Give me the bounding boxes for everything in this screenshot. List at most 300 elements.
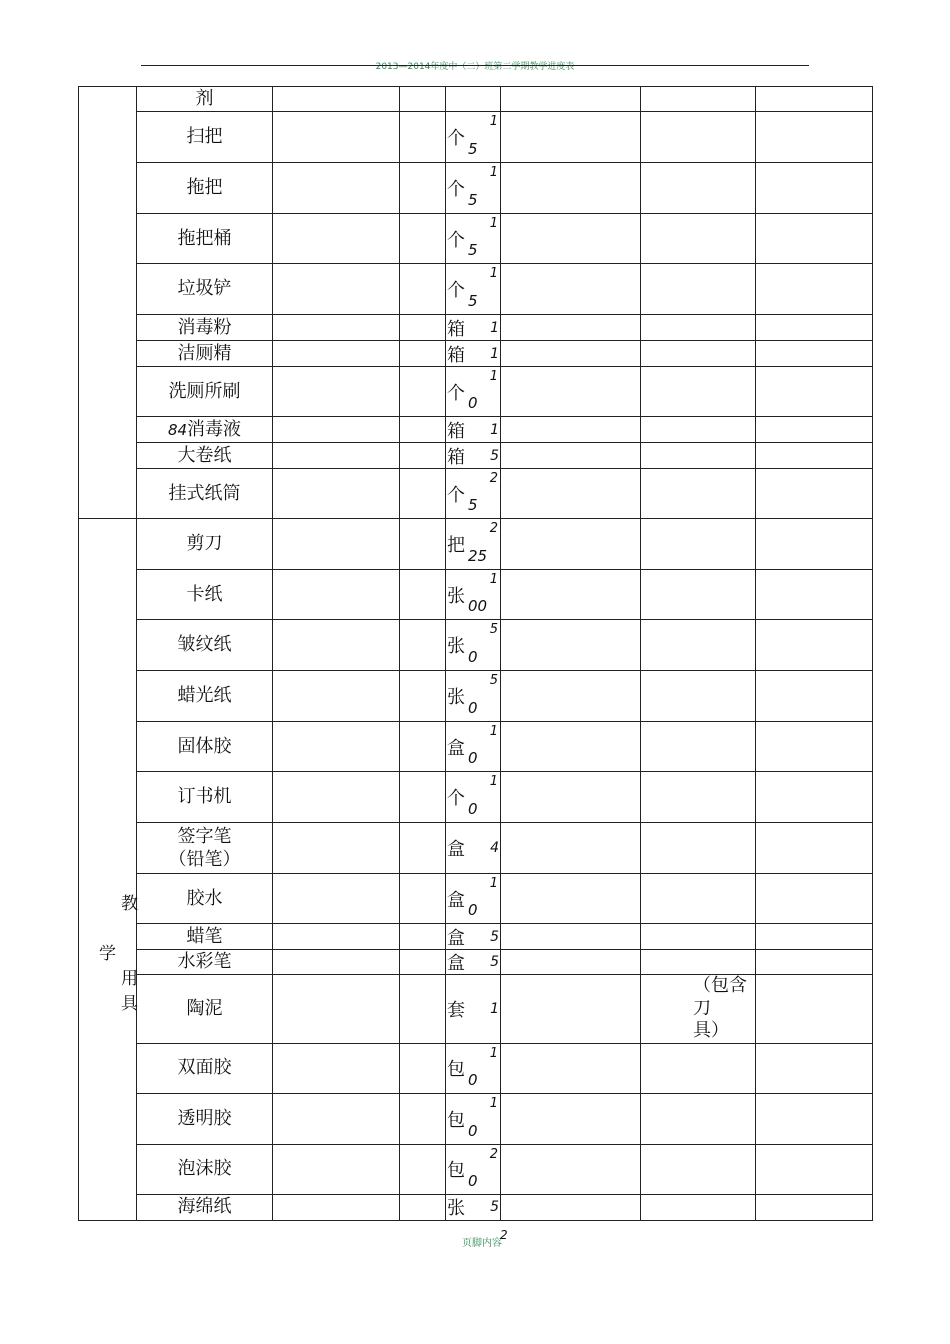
item-name-cell bbox=[137, 112, 273, 163]
remark-cell bbox=[756, 417, 873, 443]
blank-cell bbox=[400, 671, 446, 722]
unit-text: 个 bbox=[447, 280, 465, 301]
remark-cell bbox=[756, 874, 873, 924]
remark-cell bbox=[756, 519, 873, 570]
item-name-cell bbox=[137, 214, 273, 264]
item-name: 固体胶 bbox=[177, 735, 232, 757]
item-name-cell bbox=[137, 87, 273, 112]
table-row bbox=[79, 1043, 873, 1093]
note-cell bbox=[641, 417, 756, 443]
spec-cell bbox=[273, 417, 400, 443]
qty-digit-bottom: 5 bbox=[468, 241, 478, 259]
note-cell bbox=[641, 443, 756, 469]
note-cell bbox=[641, 367, 756, 417]
category-label: 学 bbox=[99, 944, 116, 964]
unit-qty-cell bbox=[446, 264, 501, 315]
item-name-cell bbox=[137, 443, 273, 469]
unit-text: 个 bbox=[447, 484, 465, 506]
note-cell bbox=[641, 87, 756, 112]
spec-cell bbox=[273, 443, 400, 469]
price-cell bbox=[501, 163, 641, 214]
qty-digit: 1 bbox=[490, 345, 499, 362]
price-cell bbox=[501, 443, 641, 469]
remark-cell bbox=[756, 112, 873, 163]
qty-digit-bottom: 00 bbox=[468, 597, 488, 615]
note-cell bbox=[641, 570, 756, 620]
qty-digit-top: 1 bbox=[489, 114, 498, 129]
qty-digit-bottom: 0 bbox=[468, 1070, 478, 1089]
note-cell bbox=[641, 722, 756, 772]
qty-digit: 5 bbox=[490, 954, 499, 970]
unit-text: 张 bbox=[447, 687, 465, 708]
blank-cell bbox=[400, 874, 446, 924]
spec-cell bbox=[273, 772, 400, 823]
table-row bbox=[79, 975, 873, 1044]
unit-text: 箱 bbox=[447, 420, 465, 442]
blank-cell bbox=[400, 950, 446, 975]
item-name-line2: （铅笔） bbox=[168, 849, 241, 870]
unit-text: 张 bbox=[447, 585, 465, 607]
category-cell bbox=[79, 519, 137, 1221]
unit-text: 包 bbox=[447, 1160, 465, 1181]
item-name: 洗厕所刷 bbox=[168, 380, 241, 402]
footer-text: 页脚内容 bbox=[462, 1238, 502, 1249]
unit-text: 个 bbox=[447, 128, 465, 149]
unit-qty-cell bbox=[446, 469, 501, 519]
item-name: 订书机 bbox=[177, 786, 232, 808]
qty-digit: 1 bbox=[490, 421, 499, 438]
table-row bbox=[79, 443, 873, 469]
spec-cell bbox=[273, 87, 400, 112]
unit-text: 包 bbox=[447, 1059, 465, 1080]
remark-cell bbox=[756, 620, 873, 671]
item-name-cell bbox=[137, 570, 273, 620]
qty-digit-top: 1 bbox=[489, 774, 498, 789]
note-cell bbox=[641, 874, 756, 924]
unit-text: 个 bbox=[447, 382, 465, 404]
price-cell bbox=[501, 772, 641, 823]
price-cell bbox=[501, 1093, 641, 1144]
unit-qty-cell bbox=[446, 823, 501, 874]
remark-cell bbox=[756, 87, 873, 112]
item-name: 拖把 bbox=[186, 177, 223, 199]
qty-digit: 1 bbox=[490, 1000, 499, 1017]
item-name-cell bbox=[137, 163, 273, 214]
table-row bbox=[79, 924, 873, 950]
unit-text: 盒 bbox=[447, 839, 465, 860]
item-name: 挂式纸筒 bbox=[168, 482, 241, 504]
table-row bbox=[79, 264, 873, 315]
blank-cell bbox=[400, 975, 446, 1044]
unit-text: 盒 bbox=[447, 737, 465, 759]
unit-qty-cell bbox=[446, 87, 501, 112]
unit-text: 个 bbox=[447, 788, 465, 809]
remark-cell bbox=[756, 1043, 873, 1093]
note-cell bbox=[641, 264, 756, 315]
spec-cell bbox=[273, 620, 400, 671]
table-row bbox=[79, 163, 873, 214]
item-name-cell bbox=[137, 772, 273, 823]
qty-digit-top: 1 bbox=[489, 369, 498, 384]
remark-cell bbox=[756, 264, 873, 315]
blank-cell bbox=[400, 519, 446, 570]
unit-qty-cell bbox=[446, 772, 501, 823]
category-label: 用 bbox=[121, 969, 138, 989]
price-cell bbox=[501, 1144, 641, 1194]
item-name-cell bbox=[137, 315, 273, 341]
note-cell bbox=[641, 214, 756, 264]
qty-digit-top: 1 bbox=[489, 572, 498, 587]
price-cell bbox=[501, 874, 641, 924]
qty-digit-bottom: 0 bbox=[468, 1121, 478, 1140]
price-cell bbox=[501, 519, 641, 570]
price-cell bbox=[501, 1194, 641, 1220]
price-cell bbox=[501, 924, 641, 950]
note-cell bbox=[641, 469, 756, 519]
remark-cell bbox=[756, 163, 873, 214]
price-cell bbox=[501, 950, 641, 975]
unit-qty-cell bbox=[446, 1194, 501, 1220]
item-name: 剪刀 bbox=[186, 533, 223, 555]
item-name-cell bbox=[137, 417, 273, 443]
item-name-cell bbox=[137, 341, 273, 367]
unit-qty-cell bbox=[446, 417, 501, 443]
price-cell bbox=[501, 417, 641, 443]
item-name-cell bbox=[137, 264, 273, 315]
unit-qty-cell bbox=[446, 924, 501, 950]
unit-qty-cell bbox=[446, 443, 501, 469]
blank-cell bbox=[400, 469, 446, 519]
remark-cell bbox=[756, 1144, 873, 1194]
unit-qty-cell bbox=[446, 1093, 501, 1144]
table-row bbox=[79, 1194, 873, 1220]
remark-cell bbox=[756, 772, 873, 823]
remark-cell bbox=[756, 924, 873, 950]
table-row bbox=[79, 417, 873, 443]
blank-cell bbox=[400, 163, 446, 214]
qty-digit-top: 1 bbox=[489, 876, 498, 891]
price-cell bbox=[501, 315, 641, 341]
qty-digit-bottom: 0 bbox=[468, 699, 478, 717]
footer-page-number: 2 bbox=[500, 1228, 508, 1242]
blank-cell bbox=[400, 417, 446, 443]
item-name-prefix: 84 bbox=[167, 420, 188, 439]
item-name-cell bbox=[137, 620, 273, 671]
item-name: 胶水 bbox=[186, 887, 223, 909]
spec-cell bbox=[273, 924, 400, 950]
item-name: 蜡笔 bbox=[186, 925, 223, 947]
note-cell bbox=[641, 315, 756, 341]
blank-cell bbox=[400, 1194, 446, 1220]
note-cell bbox=[641, 620, 756, 671]
item-name: 陶泥 bbox=[186, 998, 223, 1020]
header-rule bbox=[141, 65, 809, 66]
remark-cell bbox=[756, 367, 873, 417]
unit-qty-cell bbox=[446, 1043, 501, 1093]
qty-digit-top: 1 bbox=[489, 724, 498, 739]
spec-cell bbox=[273, 1043, 400, 1093]
qty-digit-bottom: 25 bbox=[468, 547, 488, 565]
spec-cell bbox=[273, 1194, 400, 1220]
price-cell bbox=[501, 214, 641, 264]
qty-digit-top: 1 bbox=[489, 216, 498, 231]
item-name-cell bbox=[137, 1093, 273, 1144]
item-name: 蜡光纸 bbox=[177, 685, 232, 707]
note-cell bbox=[641, 772, 756, 823]
qty-digit: 5 bbox=[490, 1199, 499, 1215]
spec-cell bbox=[273, 874, 400, 924]
price-cell bbox=[501, 722, 641, 772]
note-cell bbox=[641, 1043, 756, 1093]
qty-digit-bottom: 5 bbox=[468, 191, 478, 209]
qty-digit-bottom: 0 bbox=[468, 749, 478, 767]
unit-qty-cell bbox=[446, 112, 501, 163]
unit-qty-cell bbox=[446, 519, 501, 570]
table-row bbox=[79, 620, 873, 671]
item-name: 剂 bbox=[195, 88, 214, 110]
qty-digit: 5 bbox=[490, 928, 499, 945]
unit-qty-cell bbox=[446, 671, 501, 722]
spec-cell bbox=[273, 264, 400, 315]
unit-text: 箱 bbox=[447, 344, 465, 366]
unit-qty-cell bbox=[446, 874, 501, 924]
item-name-cell bbox=[137, 950, 273, 975]
unit-text: 箱 bbox=[447, 318, 465, 340]
item-name: 扫把 bbox=[186, 126, 223, 148]
qty-digit-top: 2 bbox=[489, 471, 498, 486]
supply-table bbox=[78, 86, 873, 1221]
item-name-cell bbox=[137, 1194, 273, 1220]
spec-cell bbox=[273, 950, 400, 975]
blank-cell bbox=[400, 87, 446, 112]
blank-cell bbox=[400, 722, 446, 772]
table-row bbox=[79, 722, 873, 772]
price-cell bbox=[501, 87, 641, 112]
item-name: 透明胶 bbox=[177, 1107, 232, 1129]
item-name-cell bbox=[137, 722, 273, 772]
price-cell bbox=[501, 975, 641, 1044]
table-row bbox=[79, 341, 873, 367]
spec-cell bbox=[273, 214, 400, 264]
header-title: 2013—2014年度中（二）班第二学期教学进度表 bbox=[375, 62, 575, 72]
qty-digit-top: 5 bbox=[489, 673, 498, 688]
blank-cell bbox=[400, 924, 446, 950]
qty-digit-top: 1 bbox=[489, 165, 498, 180]
spec-cell bbox=[273, 519, 400, 570]
item-name: 卡纸 bbox=[186, 583, 223, 605]
item-name: 泡沫胶 bbox=[177, 1158, 232, 1180]
item-name: 皱纹纸 bbox=[177, 634, 232, 656]
unit-text: 个 bbox=[447, 229, 465, 251]
blank-cell bbox=[400, 1093, 446, 1144]
table-row bbox=[79, 772, 873, 823]
note-cell bbox=[641, 671, 756, 722]
item-name: 签字笔 bbox=[177, 825, 232, 847]
blank-cell bbox=[400, 315, 446, 341]
remark-cell bbox=[756, 469, 873, 519]
note-cell bbox=[641, 924, 756, 950]
remark-cell bbox=[756, 315, 873, 341]
blank-cell bbox=[400, 620, 446, 671]
blank-cell bbox=[400, 264, 446, 315]
remark-cell bbox=[756, 570, 873, 620]
spec-cell bbox=[273, 367, 400, 417]
table-row bbox=[79, 469, 873, 519]
table-body bbox=[79, 87, 873, 1221]
note-text: （包含刀 bbox=[693, 975, 747, 1019]
price-cell bbox=[501, 341, 641, 367]
price-cell bbox=[501, 823, 641, 874]
unit-text: 张 bbox=[447, 1198, 465, 1219]
qty-digit-bottom: 0 bbox=[468, 901, 478, 919]
note-cell bbox=[641, 950, 756, 975]
qty-digit-top: 1 bbox=[489, 266, 498, 281]
unit-qty-cell bbox=[446, 315, 501, 341]
blank-cell bbox=[400, 1144, 446, 1194]
note-cell bbox=[641, 1194, 756, 1220]
qty-digit-top: 2 bbox=[489, 1146, 498, 1162]
unit-qty-cell bbox=[446, 163, 501, 214]
unit-text: 包 bbox=[447, 1109, 465, 1131]
note-cell bbox=[641, 519, 756, 570]
qty-digit-top: 2 bbox=[489, 521, 498, 536]
note-cell bbox=[641, 975, 756, 1044]
category-label: 具 bbox=[121, 994, 138, 1014]
item-name-cell bbox=[137, 519, 273, 570]
table-row bbox=[79, 315, 873, 341]
qty-digit-bottom: 5 bbox=[468, 140, 478, 158]
qty-digit-top: 1 bbox=[489, 1095, 498, 1111]
item-name-cell bbox=[137, 924, 273, 950]
blank-cell bbox=[400, 772, 446, 823]
table-row bbox=[79, 87, 873, 112]
blank-cell bbox=[400, 1043, 446, 1093]
remark-cell bbox=[756, 671, 873, 722]
spec-cell bbox=[273, 315, 400, 341]
spec-cell bbox=[273, 112, 400, 163]
remark-cell bbox=[756, 214, 873, 264]
unit-qty-cell bbox=[446, 570, 501, 620]
unit-text: 套 bbox=[447, 999, 465, 1021]
unit-text: 盒 bbox=[447, 927, 465, 949]
qty-digit-bottom: 0 bbox=[468, 648, 478, 666]
price-cell bbox=[501, 367, 641, 417]
item-name-cell bbox=[137, 823, 273, 874]
unit-qty-cell bbox=[446, 1144, 501, 1194]
table-row bbox=[79, 874, 873, 924]
spec-cell bbox=[273, 975, 400, 1044]
item-name-cell bbox=[137, 975, 273, 1044]
spec-cell bbox=[273, 722, 400, 772]
remark-cell bbox=[756, 341, 873, 367]
unit-qty-cell bbox=[446, 950, 501, 975]
note-cell bbox=[641, 1093, 756, 1144]
item-name: 水彩笔 bbox=[177, 951, 232, 973]
item-name: 消毒液 bbox=[187, 418, 242, 440]
qty-digit: 4 bbox=[490, 840, 499, 856]
unit-qty-cell bbox=[446, 214, 501, 264]
category-cell bbox=[79, 87, 137, 519]
blank-cell bbox=[400, 341, 446, 367]
remark-cell bbox=[756, 975, 873, 1044]
table-row bbox=[79, 214, 873, 264]
blank-cell bbox=[400, 112, 446, 163]
price-cell bbox=[501, 570, 641, 620]
blank-cell bbox=[400, 823, 446, 874]
spec-cell bbox=[273, 1093, 400, 1144]
item-name-cell bbox=[137, 671, 273, 722]
qty-digit-top: 5 bbox=[489, 622, 498, 637]
spec-cell bbox=[273, 1144, 400, 1194]
table-row bbox=[79, 1144, 873, 1194]
unit-text: 盒 bbox=[447, 953, 465, 974]
remark-cell bbox=[756, 722, 873, 772]
blank-cell bbox=[400, 570, 446, 620]
qty-digit-bottom: 5 bbox=[468, 292, 478, 310]
item-name: 双面胶 bbox=[177, 1057, 232, 1079]
note-text-line2: 具） bbox=[693, 1020, 729, 1041]
unit-text: 箱 bbox=[447, 446, 465, 468]
spec-cell bbox=[273, 469, 400, 519]
table-row bbox=[79, 112, 873, 163]
unit-text: 张 bbox=[447, 636, 465, 657]
table-row bbox=[79, 823, 873, 874]
category-label: 教 bbox=[121, 894, 138, 914]
table-row bbox=[79, 950, 873, 975]
blank-cell bbox=[400, 367, 446, 417]
item-name: 洁厕精 bbox=[177, 342, 232, 364]
remark-cell bbox=[756, 950, 873, 975]
table-row bbox=[79, 519, 873, 570]
unit-qty-cell bbox=[446, 620, 501, 671]
qty-digit-bottom: 5 bbox=[468, 496, 478, 514]
item-name-cell bbox=[137, 469, 273, 519]
spec-cell bbox=[273, 341, 400, 367]
item-name: 大卷纸 bbox=[177, 444, 232, 466]
qty-digit-top: 1 bbox=[489, 1045, 498, 1061]
item-name-cell bbox=[137, 1043, 273, 1093]
note-cell bbox=[641, 1144, 756, 1194]
blank-cell bbox=[400, 443, 446, 469]
remark-cell bbox=[756, 1194, 873, 1220]
table-row bbox=[79, 1093, 873, 1144]
qty-digit: 1 bbox=[490, 319, 499, 336]
price-cell bbox=[501, 469, 641, 519]
note-cell bbox=[641, 341, 756, 367]
blank-cell bbox=[400, 214, 446, 264]
spec-cell bbox=[273, 570, 400, 620]
price-cell bbox=[501, 620, 641, 671]
price-cell bbox=[501, 264, 641, 315]
qty-digit-bottom: 0 bbox=[468, 800, 478, 818]
note-cell bbox=[641, 823, 756, 874]
item-name: 消毒粉 bbox=[177, 316, 232, 338]
remark-cell bbox=[756, 443, 873, 469]
spec-cell bbox=[273, 823, 400, 874]
qty-digit: 5 bbox=[490, 447, 499, 464]
unit-qty-cell bbox=[446, 341, 501, 367]
spec-cell bbox=[273, 671, 400, 722]
item-name-cell bbox=[137, 874, 273, 924]
item-name-cell bbox=[137, 367, 273, 417]
remark-cell bbox=[756, 823, 873, 874]
price-cell bbox=[501, 1043, 641, 1093]
price-cell bbox=[501, 671, 641, 722]
remark-cell bbox=[756, 1093, 873, 1144]
table-row bbox=[79, 367, 873, 417]
item-name: 拖把桶 bbox=[177, 227, 232, 249]
table-row bbox=[79, 570, 873, 620]
